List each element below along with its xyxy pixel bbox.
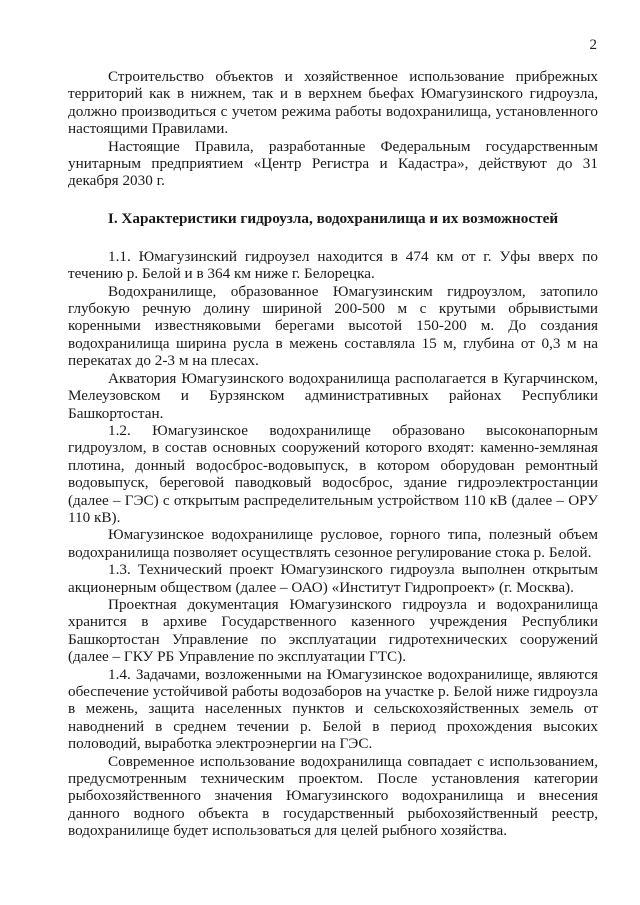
paragraph-water-area: Акватория Юмагузинского водохранилища располагается в Кугарчинском, Мелеузовском и Бурзянском административных районах Республики Башкортостан. — [68, 369, 598, 422]
paragraph-project-documentation: Проектная документация Юмагузинского гидроузла и водохранилища хранится в архиве Государственного казенного учреждения Республики Башкортостан Управление по эксплуатации гидротехнических сооружений (далее – ГКУ РБ Управление по эксплуатации ГТС). — [68, 595, 598, 666]
paragraph-1-3-technical-project: 1.3. Технический проект Юмагузинского гидроузла выполнен открытым акционерным обществом (далее – ОАО) «Институт Гидропроект» (г. Москва). — [68, 561, 598, 596]
paragraph-1-2-structures: 1.2. Юмагузинское водохранилище образовано высоконапорным гидроузлом, в состав основных сооружений которого входят: каменно-земляная плотина, донный водосброс-водовыпуск, в котором оборудован ремонтный водовыпуск, береговой паводковый водосброс, здание гидроэлектростанции (далее – ГЭС) с открытым распределительным устройством 110 кВ (далее – ОРУ 110 кВ). — [68, 421, 598, 526]
section-heading: I. Характеристики гидроузла, водохранилища и их возможностей — [107, 209, 559, 227]
paragraph-current-use: Современное использование водохранилища совпадает с использованием, предусмотренным техническим проектом. После установления категории рыбохозяйственного значения Юмагузинского водохранилища и внесения данного водного объекта в государственный рыбохозяйственный реестр, водохранилище будет использоваться для целей рыбного хозяйства. — [68, 752, 598, 840]
paragraph-1-4-tasks: 1.4. Задачами, возложенными на Юмагузинское водохранилище, являются обеспечение устойчивой работы водозаборов на участке р. Белой ниже гидроузла в межень, защита населенных пунктов и сельскохозяйственных земель от наводнений в среднем течении р. Белой в период прохождения высоких половодий, выработка электроэнергии на ГЭС. — [68, 665, 598, 753]
page-number: 2 — [589, 37, 597, 53]
paragraph-1-1-location: 1.1. Юмагузинский гидроузел находится в 474 км от г. Уфы вверх по течению р. Белой и в 364 км ниже г. Белорецка. — [68, 247, 598, 283]
document-body — [68, 68, 598, 840]
paragraph-reservoir-type: Юмагузинское водохранилище русловое, горного типа, полезный объем водохранилища позволяет осуществлять сезонное регулирование стока р. Белой. — [68, 526, 598, 561]
paragraph-rules-validity: Настоящие Правила, разработанные Федеральным государственным унитарным предприятием «Центр Регистра и Кадастра», действуют до 31 декабря 2030 г. — [68, 137, 598, 190]
paragraph-reservoir-valley: Водохранилище, образованное Юмагузинским гидроузлом, затопило глубокую речную долину шириной 200-500 м с крутыми обрывистыми коренными известняковыми берегами высотой 150-200 м. До создания водохранилища ширина русла в межень составляла 15 м, глубина от 0,3 м на перекатах до 2-3 м на плесах. — [68, 282, 598, 370]
paragraph-construction: Строительство объектов и хозяйственное использование прибрежных территорий как в нижнем, так и в верхнем бьефах Юмагузинского гидроузла, должно производиться с учетом режима работы водохранилища, установленного настоящими Правилами. — [68, 68, 598, 138]
